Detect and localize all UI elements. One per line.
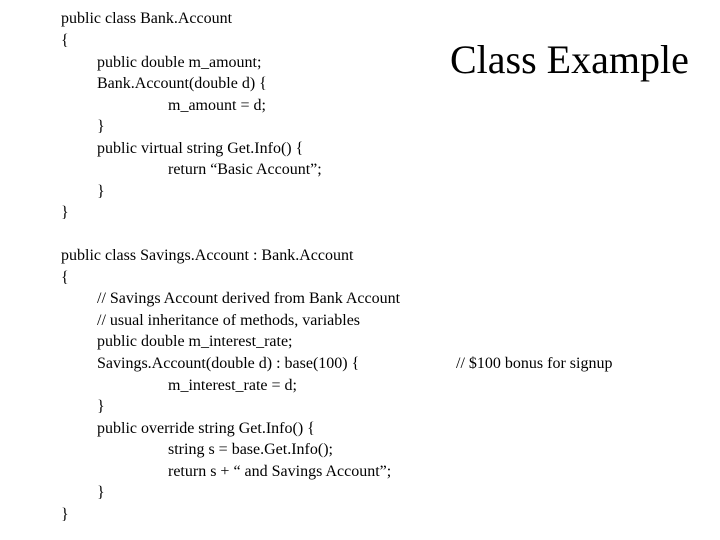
code-line: } — [97, 118, 105, 135]
code-line: Bank.Account(double d) { — [97, 75, 267, 92]
code-line: m_amount = d; — [168, 97, 266, 114]
code-comment-line: // Savings Account derived from Bank Account — [97, 290, 401, 307]
code-line: } — [61, 506, 69, 523]
code-line: public class Savings.Account : Bank.Account — [61, 247, 354, 264]
code-line: } — [97, 398, 105, 415]
code-line: public virtual string Get.Info() { — [97, 140, 304, 157]
code-line: public double m_interest_rate; — [97, 333, 293, 350]
code-line: } — [97, 183, 105, 200]
code-line: } — [61, 204, 69, 221]
code-line: return s + “ and Savings Account”; — [168, 463, 392, 480]
signup-bonus-annotation: // $100 bonus for signup — [456, 355, 613, 372]
code-line: Savings.Account(double d) : base(100) { — [97, 355, 360, 372]
code-line: { — [61, 269, 69, 286]
code-line: public double m_amount; — [97, 54, 262, 71]
code-line: { — [61, 32, 69, 49]
code-line: string s = base.Get.Info(); — [168, 441, 333, 458]
code-line: } — [97, 484, 105, 501]
code-line: m_interest_rate = d; — [168, 377, 297, 394]
code-comment-line: // usual inheritance of methods, variables — [97, 312, 361, 329]
code-line: return “Basic Account”; — [168, 161, 322, 178]
code-line: public override string Get.Info() { — [97, 420, 315, 437]
code-line: public class Bank.Account — [61, 10, 233, 27]
slide-title: Class Example — [450, 37, 689, 82]
